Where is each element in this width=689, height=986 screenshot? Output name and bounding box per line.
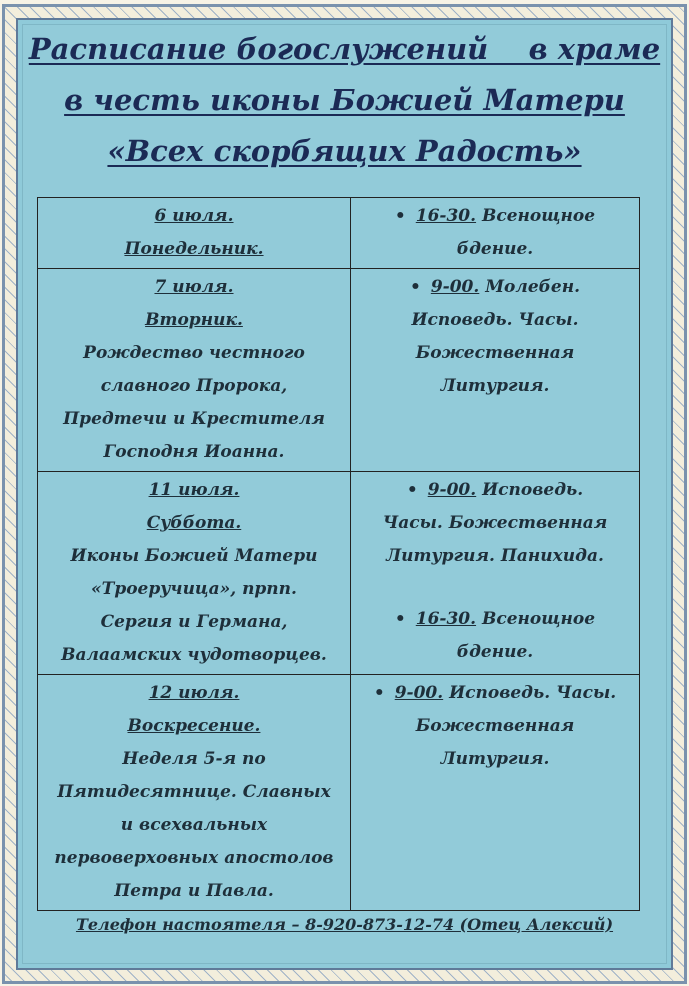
feast-line: Валаамских чудотворцев. [61,645,327,665]
service-time: 9-00. [427,480,477,500]
service-text: бдение. [456,239,534,259]
schedule-row [38,675,640,911]
service-time: 16-30. [415,609,477,629]
schedule-row [38,472,640,675]
feast-line: Господня Иоанна. [103,442,285,462]
day-weekday: Суббота. [146,513,242,533]
feast-line: первоверховных апостолов [54,848,334,868]
day-weekday: Понедельник. [124,239,264,259]
title-line-1: Расписание богослужений в храме [28,32,661,66]
service-text: Литургия. [440,376,550,396]
day-weekday: Вторник. [145,310,243,330]
title-line-2: в честь иконы Божией Матери [64,83,625,117]
bullet-icon: • [373,683,385,703]
services-cell [351,675,640,911]
service-text: Исповедь. Часы. [411,310,579,330]
schedule-table [37,197,640,911]
service-text: Божественная [415,343,575,363]
service-entry [355,271,635,304]
service-time: 16-30. [415,206,477,226]
service-text: Всенощное [481,206,596,226]
day-cell [38,269,351,472]
bullet-icon: • [406,480,418,500]
day-date: 11 июля. [148,480,240,500]
services-cell [351,472,640,675]
feast-line: «Троеручица», прпп. [91,579,297,599]
service-entry [355,677,635,710]
service-text: Литургия. [440,749,550,769]
service-entry [355,200,635,233]
service-text: Молебен. [485,277,581,297]
poster-title [0,24,689,177]
feast-line: Пятидесятнице. Славных [57,782,331,802]
schedule-row [38,269,640,472]
feast-line: Предтечи и Крестителя [63,409,325,429]
service-text: бдение. [456,642,534,662]
day-cell [38,472,351,675]
schedule-row [38,198,640,269]
feast-line: Иконы Божией Матери [70,546,318,566]
feast-line: Неделя 5-я по [122,749,266,769]
service-text: Исповедь. Часы. [449,683,617,703]
bullet-icon: • [409,277,421,297]
rector-phone: Телефон настоятеля – 8-920-873-12-74 (Отец Алексий) [75,915,614,934]
service-text: Исповедь. [482,480,584,500]
service-entry [355,603,635,636]
day-date: 7 июля. [154,277,234,297]
feast-line: Петра и Павла. [114,881,274,901]
feast-line: славного Пророка, [100,376,288,396]
service-entry [355,474,635,507]
day-cell [38,198,351,269]
service-text: Божественная [415,716,575,736]
service-text: Литургия. Панихида. [386,546,604,566]
day-date: 12 июля. [148,683,240,703]
day-cell [38,675,351,911]
service-text: Всенощное [481,609,596,629]
day-date: 6 июля. [154,206,234,226]
service-time: 9-00. [394,683,444,703]
services-cell [351,198,640,269]
service-time: 9-00. [430,277,480,297]
day-weekday: Воскресение. [127,716,261,736]
title-line-3: «Всех скорбящих Радость» [107,134,582,168]
feast-line: Рождество честного [83,343,305,363]
service-text: Часы. Божественная [382,513,608,533]
services-cell [351,269,640,472]
bullet-icon: • [394,609,406,629]
bullet-icon: • [394,206,406,226]
feast-line: и всехвальных [120,815,268,835]
feast-line: Сергия и Германа, [100,612,288,632]
